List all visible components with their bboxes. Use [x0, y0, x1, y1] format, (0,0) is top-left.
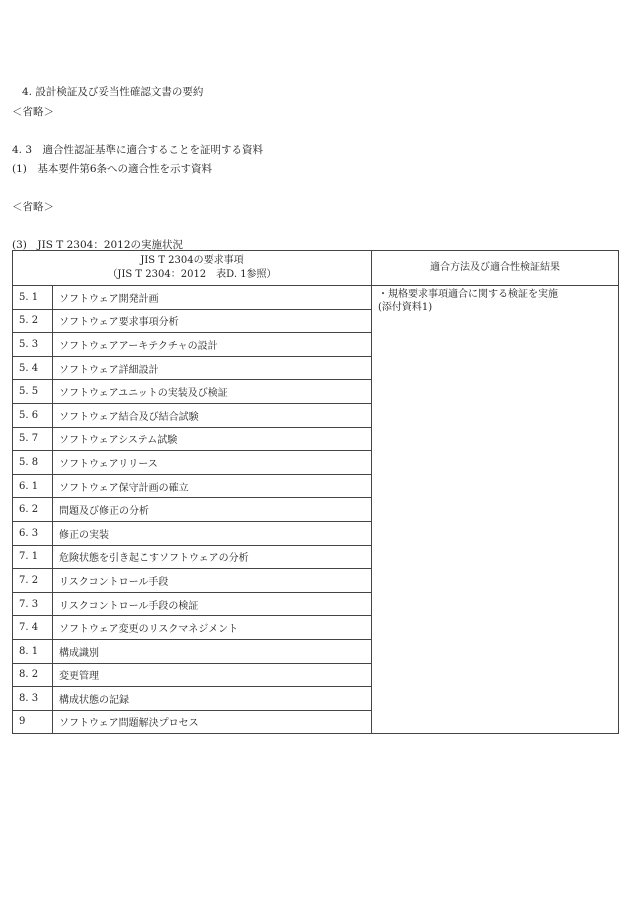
clause-item: 変更管理: [53, 663, 372, 687]
clause-number: 9: [13, 710, 53, 734]
clause-item: ソフトウェアシステム試験: [53, 427, 372, 451]
jis-compliance-table: [12, 250, 619, 734]
clause-number: 7. 1: [13, 545, 53, 569]
clause-number: 5. 6: [13, 403, 53, 427]
header-requirements: [13, 251, 372, 286]
section-4-heading: 4. 設計検証及び妥当性確認文書の要約: [22, 86, 204, 98]
subsection-1-heading: (1) 基本要件第6条への適合性を示す資料: [12, 163, 213, 175]
clause-number: 6. 3: [13, 521, 53, 545]
clause-item: ソフトウェアリリース: [53, 451, 372, 475]
clause-item: ソフトウェア開発計画: [53, 286, 372, 310]
clause-item: 問題及び修正の分析: [53, 498, 372, 522]
clause-number: 7. 3: [13, 592, 53, 616]
clause-number: 5. 7: [13, 427, 53, 451]
clause-number: 6. 1: [13, 474, 53, 498]
clause-number: 7. 4: [13, 616, 53, 640]
subsection-3-heading: (3) JIS T 2304：2012の実施状況: [12, 239, 184, 251]
clause-number: 8. 3: [13, 687, 53, 711]
clause-number: 8. 1: [13, 639, 53, 663]
result-cell: [372, 286, 619, 734]
section-4-3-heading: 4. 3 適合性認証基準に適合することを証明する資料: [12, 144, 264, 156]
result-text: ・規格要求事項適合に関する検証を実施: [378, 289, 558, 300]
clause-item: ソフトウェア変更のリスクマネジメント: [53, 616, 372, 640]
clause-item: リスクコントロール手段の検証: [53, 592, 372, 616]
clause-item: 構成識別: [53, 639, 372, 663]
clause-item: 構成状態の記録: [53, 687, 372, 711]
clause-number: 5. 2: [13, 309, 53, 333]
omitted-note: ＜省略＞: [12, 201, 54, 213]
table-header-row: [13, 251, 619, 286]
clause-item: ソフトウェア結合及び結合試験: [53, 403, 372, 427]
clause-item: ソフトウェアアーキテクチャの設計: [53, 333, 372, 357]
clause-number: 5. 4: [13, 356, 53, 380]
clause-item: ソフトウェア問題解決プロセス: [53, 710, 372, 734]
clause-number: 5. 1: [13, 286, 53, 310]
header-results: 適合方法及び適合性検証結果: [372, 251, 619, 286]
header-line: JIS T 2304の要求事項: [140, 255, 244, 266]
result-reference: (添付資料1): [378, 302, 433, 313]
clause-number: 5. 8: [13, 451, 53, 475]
clause-item: ソフトウェア保守計画の確立: [53, 474, 372, 498]
clause-item: ソフトウェア要求事項分析: [53, 309, 372, 333]
clause-item: ソフトウェア詳細設計: [53, 356, 372, 380]
clause-item: 危険状態を引き起こすソフトウェアの分析: [53, 545, 372, 569]
clause-number: 5. 5: [13, 380, 53, 404]
clause-number: 5. 3: [13, 333, 53, 357]
clause-number: 8. 2: [13, 663, 53, 687]
clause-number: 7. 2: [13, 569, 53, 593]
clause-item: リスクコントロール手段: [53, 569, 372, 593]
header-line: （JIS T 2304：2012 表D. 1参照）: [107, 269, 277, 280]
omitted-note: ＜省略＞: [12, 106, 54, 118]
clause-number: 6. 2: [13, 498, 53, 522]
clause-item: ソフトウェアユニットの実装及び検証: [53, 380, 372, 404]
table-row: [13, 286, 619, 310]
clause-item: 修正の実装: [53, 521, 372, 545]
